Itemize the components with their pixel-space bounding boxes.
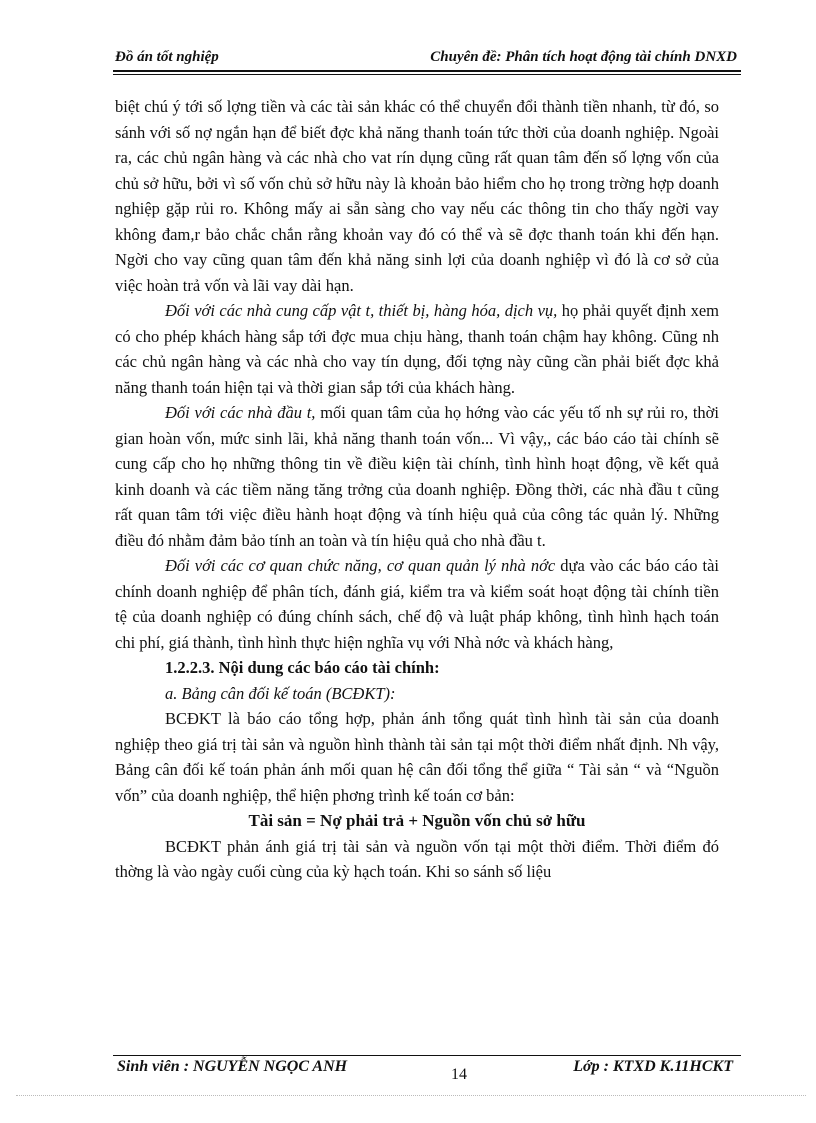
paragraph-1: biệt chú ý tới số lợng tiền và các tài sản khác có thể chuyển đổi thành tiền nhanh, từ đó, so sánh với số nợ ngắn hạn để biết đợc khả năng thanh toán tức thời của doanh nghiệp. Ngoài ra, các chủ ngân hàng và các nhà cho vat rín dụng cũng rất quan tâm đến số lợng vốn của chủ sở hữu, bởi vì số vốn chủ sở hữu này là khoản bảo hiểm cho họ trong trờng hợp doanh nghiệp gặp rủi ro. Không mấy ai sẵn sàng cho vay nếu các thông tin cho thấy ngời vay không đam,r bảo chắc chắn rằng khoản vay đó có thể và sẽ đợc thanh toán khi đến hạn. Ngời cho vay cũng quan tâm đến khả năng sinh lợi của doanh nghiệp vì đó là cơ sở của việc hoàn trả vốn và lãi vay dài hạn. — [115, 97, 719, 295]
paragraph-suppliers-text: họ phải quyết định xem có cho phép khách hàng sắp tới đợc mua chịu hàng, thanh toán chậm hay không. Cũng nh các chủ ngân hàng và các nhà cho vay tín dụng, đối tợng này cũng cần phải biết đợc khả năng thanh toán hiện tại và thời gian sắp tới của khách hàng. — [115, 301, 719, 397]
paragraph-bcdkt-timing: BCĐKT phản ánh giá trị tài sản và nguồn vốn tại một thời điểm. Thời điểm đó thờng là vào ngày cuối cùng của kỳ hạch toán. Khi so sánh số liệu — [115, 836, 719, 881]
paragraph-authorities — [115, 553, 719, 655]
paragraph-investors — [115, 400, 719, 553]
footer-student: Sinh viên : NGUYỄN NGỌC ANH — [117, 1058, 348, 1075]
page-footer — [113, 1058, 741, 1086]
section-heading: 1.2.2.3. Nội dung các báo cáo tài chính: — [165, 658, 440, 677]
accounting-equation: Tài sản = Nợ phải trả + Nguồn vốn chủ sở hữu — [248, 811, 586, 830]
header-right-title: Chuyên đề: Phân tích hoạt động tài chính DNXD — [430, 49, 737, 65]
paragraph-bcdkt-definition: BCĐKT là báo cáo tổng hợp, phản ánh tổng quát tình hình tài sản của doanh nghiệp theo giá trị tài sản và nguồn hình thành tài sản tại một thời điểm nhất định. Nh vậy, Bảng cân đối kế toán phản ánh mối quan hệ cân đối tổng thể giữa “ Tài sản “ và “Nguồn vốn” của doanh nghiệp, thể hiện phơng trình kế toán cơ bản: — [115, 709, 719, 805]
paragraph-authorities-text: dựa vào các báo cáo tài chính doanh nghiệp để phân tích, đánh giá, kiểm tra và kiểm soát hoạt động tài chính tiền tệ của doanh nghiệp có đúng chính sách, chế độ và luật pháp không, tình hình hạch toán chi phí, giá thành, tình hình thực hiện nghĩa vụ với Nhà nớc và khách hàng, — [115, 556, 719, 652]
body-text — [115, 94, 719, 885]
page-boundary-dotted — [16, 1095, 806, 1096]
paragraph-investors-lead: Đối với các nhà đầu t, — [165, 403, 316, 422]
header-rule-thick — [113, 70, 741, 72]
paragraph-authorities-lead: Đối với các cơ quan chức năng, cơ quan quản lý nhà nớc — [165, 556, 556, 575]
paragraph-suppliers — [115, 298, 719, 400]
subsection-heading: a. Bảng cân đối kế toán (BCĐKT): — [165, 683, 396, 703]
paragraph-investors-text: mối quan tâm của họ hớng vào các yếu tố nh sự rủi ro, thời gian hoàn vốn, mức sinh lãi, khả năng thanh toán vốn... Vì vậy,, các báo cáo tài chính sẽ cung cấp cho họ những thông tin về điều kiện tài chính, tình hình hoạt động, về kết quả kinh doanh và các tiềm năng tăng trởng của doanh nghiệp. Đồng thời, các nhà đầu t cũng rất quan tâm tới việc điều hành hoạt động và tính hiệu quả của công tác quản lý. Những điều đó nhằm đảm bảo tính an toàn và tín hiệu quả cho nhà đầu t. — [115, 403, 719, 550]
header-left-title: Đồ án tốt nghiệp — [115, 49, 219, 65]
header-rule-thin — [113, 74, 741, 75]
paragraph-suppliers-lead: Đối với các nhà cung cấp vật t, thiết bị, hàng hóa, dịch vụ, — [165, 301, 558, 320]
page-header — [113, 46, 739, 70]
page-number: 14 — [451, 1066, 467, 1083]
footer-class: Lớp : KTXD K.11HCKT — [573, 1058, 733, 1075]
footer-rule — [113, 1055, 741, 1056]
